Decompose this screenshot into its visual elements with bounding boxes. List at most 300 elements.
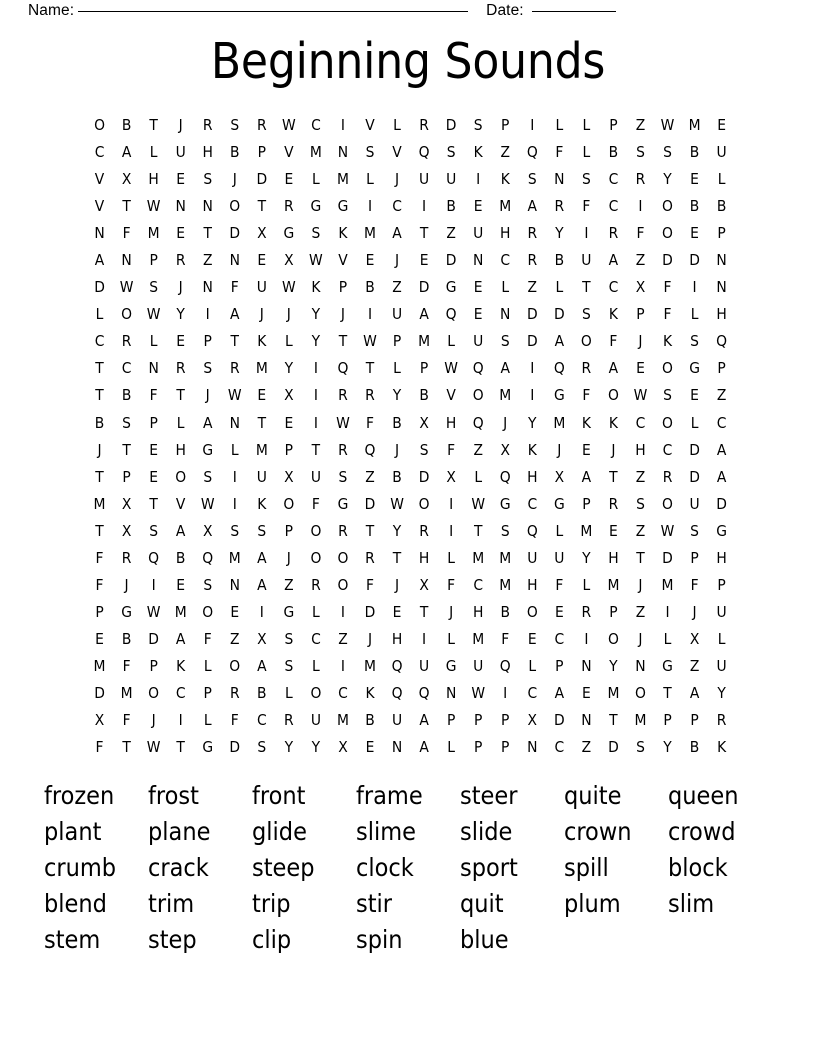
- grid-cell[interactable]: Q: [445, 305, 457, 324]
- grid-cell[interactable]: E: [284, 170, 294, 189]
- grid-cell[interactable]: W: [660, 521, 675, 540]
- grid-cell[interactable]: F: [122, 224, 131, 243]
- grid-cell[interactable]: C: [392, 197, 402, 216]
- grid-cell[interactable]: I: [584, 629, 589, 648]
- word-list-item[interactable]: plant: [44, 817, 102, 846]
- grid-cell[interactable]: O: [202, 602, 214, 621]
- grid-cell[interactable]: B: [554, 251, 565, 270]
- grid-cell[interactable]: C: [311, 116, 321, 134]
- grid-cell[interactable]: I: [422, 629, 427, 648]
- word-list-item[interactable]: frost: [148, 781, 199, 810]
- grid-cell[interactable]: P: [284, 521, 294, 540]
- grid-cell[interactable]: Q: [472, 359, 484, 378]
- grid-cell[interactable]: L: [501, 278, 510, 297]
- word-list-item[interactable]: spin: [356, 925, 403, 954]
- grid-cell[interactable]: S: [419, 440, 429, 459]
- grid-cell[interactable]: Z: [500, 143, 510, 162]
- grid-cell[interactable]: H: [391, 629, 403, 648]
- grid-cell[interactable]: E: [581, 440, 591, 459]
- word-list-item[interactable]: slide: [460, 817, 513, 846]
- grid-cell[interactable]: E: [636, 359, 645, 378]
- grid-cell[interactable]: D: [364, 494, 376, 513]
- grid-cell[interactable]: S: [338, 467, 348, 486]
- grid-cell[interactable]: A: [608, 251, 619, 270]
- grid-cell[interactable]: B: [175, 548, 186, 567]
- grid-cell[interactable]: P: [636, 305, 645, 324]
- grid-cell[interactable]: T: [365, 359, 375, 378]
- grid-cell[interactable]: R: [554, 197, 565, 216]
- grid-cell[interactable]: T: [176, 738, 185, 757]
- grid-cell[interactable]: P: [203, 332, 212, 351]
- grid-cell[interactable]: S: [203, 467, 213, 486]
- grid-cell[interactable]: E: [230, 602, 240, 621]
- grid-cell[interactable]: F: [203, 629, 212, 648]
- grid-cell[interactable]: C: [635, 413, 646, 432]
- grid-cell[interactable]: L: [284, 332, 293, 351]
- grid-cell[interactable]: V: [446, 386, 456, 405]
- grid-cell[interactable]: L: [312, 602, 320, 621]
- grid-cell[interactable]: H: [500, 224, 511, 243]
- grid-cell[interactable]: J: [205, 386, 210, 405]
- grid-cell[interactable]: I: [422, 197, 427, 216]
- grid-cell[interactable]: C: [121, 359, 132, 378]
- grid-cell[interactable]: N: [202, 197, 213, 216]
- grid-cell[interactable]: M: [634, 711, 647, 730]
- grid-cell[interactable]: C: [527, 683, 538, 702]
- grid-cell[interactable]: Y: [528, 413, 537, 432]
- grid-cell[interactable]: N: [229, 413, 240, 432]
- grid-cell[interactable]: S: [122, 413, 131, 432]
- grid-cell[interactable]: C: [175, 683, 186, 702]
- grid-cell[interactable]: W: [336, 413, 350, 432]
- grid-cell[interactable]: K: [473, 143, 483, 162]
- grid-cell[interactable]: A: [175, 521, 186, 540]
- grid-cell[interactable]: S: [284, 629, 294, 648]
- grid-cell[interactable]: U: [256, 278, 267, 297]
- grid-cell[interactable]: F: [609, 332, 618, 351]
- grid-cell[interactable]: E: [365, 251, 375, 270]
- grid-cell[interactable]: F: [501, 629, 510, 648]
- grid-cell[interactable]: W: [200, 494, 215, 513]
- grid-cell[interactable]: A: [230, 305, 240, 324]
- grid-cell[interactable]: M: [255, 359, 268, 378]
- grid-cell[interactable]: N: [716, 251, 727, 270]
- grid-cell[interactable]: A: [175, 629, 186, 648]
- grid-cell[interactable]: E: [176, 332, 186, 351]
- grid-cell[interactable]: C: [473, 575, 484, 594]
- grid-cell[interactable]: H: [148, 170, 159, 189]
- grid-cell[interactable]: U: [310, 711, 321, 730]
- grid-cell[interactable]: T: [609, 711, 618, 730]
- grid-cell[interactable]: T: [176, 386, 185, 405]
- grid-cell[interactable]: I: [340, 656, 345, 675]
- date-input-line[interactable]: [532, 11, 616, 12]
- grid-cell[interactable]: R: [284, 197, 294, 216]
- grid-cell[interactable]: A: [716, 440, 727, 459]
- grid-cell[interactable]: H: [527, 467, 538, 486]
- grid-cell[interactable]: Q: [716, 332, 728, 351]
- grid-cell[interactable]: O: [418, 494, 430, 513]
- word-list-item[interactable]: frozen: [44, 781, 115, 810]
- grid-cell[interactable]: B: [689, 143, 700, 162]
- word-list-item[interactable]: steep: [252, 853, 315, 882]
- word-list-item[interactable]: blend: [44, 889, 107, 918]
- grid-cell[interactable]: X: [121, 521, 132, 540]
- grid-cell[interactable]: Z: [473, 440, 483, 459]
- grid-cell[interactable]: T: [95, 386, 104, 405]
- grid-cell[interactable]: C: [608, 170, 619, 189]
- grid-cell[interactable]: N: [121, 251, 132, 270]
- grid-cell[interactable]: W: [363, 332, 377, 351]
- grid-cell[interactable]: P: [501, 711, 510, 730]
- grid-cell[interactable]: R: [419, 116, 429, 134]
- grid-cell[interactable]: M: [472, 629, 485, 648]
- grid-cell[interactable]: E: [609, 521, 618, 540]
- grid-cell[interactable]: G: [310, 197, 322, 216]
- grid-cell[interactable]: Y: [311, 738, 321, 757]
- word-list-item[interactable]: sport: [460, 853, 518, 882]
- grid-cell[interactable]: K: [581, 413, 591, 432]
- word-list-item[interactable]: steer: [460, 781, 518, 810]
- grid-cell[interactable]: H: [635, 440, 646, 459]
- grid-cell[interactable]: O: [310, 548, 322, 567]
- grid-cell[interactable]: N: [337, 143, 349, 162]
- word-list-item[interactable]: step: [148, 925, 197, 954]
- grid-cell[interactable]: Z: [581, 738, 592, 757]
- grid-cell[interactable]: O: [662, 224, 673, 243]
- grid-cell[interactable]: B: [446, 197, 456, 216]
- grid-cell[interactable]: K: [662, 332, 673, 351]
- grid-cell[interactable]: X: [121, 170, 132, 189]
- grid-cell[interactable]: X: [338, 738, 348, 757]
- grid-cell[interactable]: D: [445, 251, 457, 270]
- word-list-item[interactable]: plane: [148, 817, 211, 846]
- grid-cell[interactable]: P: [555, 656, 564, 675]
- grid-cell[interactable]: J: [557, 440, 562, 459]
- grid-cell[interactable]: U: [689, 494, 700, 513]
- grid-cell[interactable]: T: [95, 359, 104, 378]
- grid-cell[interactable]: R: [175, 359, 186, 378]
- grid-cell[interactable]: F: [555, 575, 564, 594]
- grid-cell[interactable]: R: [121, 332, 132, 351]
- grid-cell[interactable]: K: [717, 738, 727, 757]
- grid-cell[interactable]: J: [367, 629, 373, 648]
- grid-cell[interactable]: H: [418, 548, 430, 567]
- grid-cell[interactable]: S: [230, 521, 240, 540]
- grid-cell[interactable]: P: [338, 278, 348, 297]
- grid-cell[interactable]: A: [500, 359, 510, 378]
- grid-cell[interactable]: P: [501, 116, 510, 134]
- grid-cell[interactable]: P: [609, 116, 618, 134]
- grid-cell[interactable]: L: [312, 170, 320, 189]
- grid-cell[interactable]: R: [365, 386, 375, 405]
- grid-cell[interactable]: N: [229, 575, 240, 594]
- grid-cell[interactable]: I: [205, 305, 210, 324]
- grid-cell[interactable]: R: [581, 602, 592, 621]
- grid-cell[interactable]: L: [582, 575, 591, 594]
- word-list-item[interactable]: quite: [564, 781, 622, 810]
- grid-cell[interactable]: U: [391, 305, 403, 324]
- grid-cell[interactable]: R: [202, 116, 213, 134]
- grid-cell[interactable]: T: [419, 602, 429, 621]
- grid-cell[interactable]: R: [527, 251, 538, 270]
- grid-cell[interactable]: Q: [553, 359, 565, 378]
- grid-cell[interactable]: B: [716, 197, 727, 216]
- grid-cell[interactable]: I: [530, 359, 535, 378]
- grid-cell[interactable]: G: [445, 656, 457, 675]
- grid-cell[interactable]: F: [122, 711, 131, 730]
- grid-cell[interactable]: I: [232, 467, 237, 486]
- grid-cell[interactable]: F: [122, 656, 131, 675]
- grid-cell[interactable]: A: [419, 711, 429, 730]
- grid-cell[interactable]: W: [471, 683, 486, 702]
- grid-cell[interactable]: R: [365, 548, 375, 567]
- grid-cell[interactable]: D: [418, 467, 430, 486]
- grid-cell[interactable]: P: [203, 683, 212, 702]
- grid-cell[interactable]: Q: [364, 440, 376, 459]
- grid-cell[interactable]: M: [499, 575, 512, 594]
- grid-cell[interactable]: N: [445, 683, 457, 702]
- grid-cell[interactable]: E: [473, 278, 483, 297]
- grid-cell[interactable]: T: [257, 197, 267, 216]
- word-list-item[interactable]: plum: [564, 889, 621, 918]
- grid-cell[interactable]: Y: [392, 386, 402, 405]
- grid-cell[interactable]: Z: [689, 656, 700, 675]
- grid-cell[interactable]: U: [473, 332, 484, 351]
- grid-cell[interactable]: U: [527, 548, 538, 567]
- grid-cell[interactable]: T: [392, 548, 402, 567]
- grid-cell[interactable]: U: [716, 656, 727, 675]
- grid-cell[interactable]: G: [202, 440, 214, 459]
- grid-cell[interactable]: O: [229, 197, 241, 216]
- grid-cell[interactable]: R: [581, 359, 592, 378]
- grid-cell[interactable]: Z: [635, 116, 646, 134]
- grid-cell[interactable]: O: [472, 386, 484, 405]
- grid-cell[interactable]: Y: [663, 738, 672, 757]
- grid-cell[interactable]: Z: [446, 224, 456, 243]
- grid-cell[interactable]: I: [313, 386, 318, 405]
- grid-cell[interactable]: J: [97, 440, 102, 459]
- grid-cell[interactable]: S: [149, 278, 159, 297]
- word-list-item[interactable]: front: [252, 781, 306, 810]
- grid-cell[interactable]: O: [526, 602, 538, 621]
- grid-cell[interactable]: C: [608, 278, 619, 297]
- grid-cell[interactable]: M: [499, 197, 512, 216]
- grid-cell[interactable]: K: [500, 170, 510, 189]
- grid-cell[interactable]: J: [286, 305, 291, 324]
- grid-cell[interactable]: C: [662, 440, 673, 459]
- grid-cell[interactable]: T: [311, 440, 321, 459]
- grid-cell[interactable]: F: [690, 575, 699, 594]
- grid-cell[interactable]: A: [392, 224, 402, 243]
- grid-cell[interactable]: D: [526, 332, 538, 351]
- grid-cell[interactable]: T: [609, 467, 618, 486]
- grid-cell[interactable]: L: [447, 548, 455, 567]
- grid-cell[interactable]: L: [582, 143, 591, 162]
- grid-cell[interactable]: X: [635, 278, 646, 297]
- grid-cell[interactable]: K: [608, 305, 618, 324]
- grid-cell[interactable]: P: [609, 602, 618, 621]
- grid-cell[interactable]: M: [364, 656, 376, 675]
- grid-cell[interactable]: E: [554, 602, 564, 621]
- grid-cell[interactable]: B: [121, 116, 132, 134]
- grid-cell[interactable]: C: [338, 683, 348, 702]
- grid-cell[interactable]: S: [663, 143, 672, 162]
- grid-cell[interactable]: E: [581, 683, 591, 702]
- grid-cell[interactable]: M: [174, 602, 187, 621]
- grid-cell[interactable]: T: [122, 440, 131, 459]
- grid-cell[interactable]: S: [690, 521, 699, 540]
- grid-cell[interactable]: S: [203, 359, 213, 378]
- grid-cell[interactable]: O: [148, 683, 160, 702]
- grid-cell[interactable]: X: [202, 521, 213, 540]
- grid-cell[interactable]: L: [203, 711, 212, 730]
- grid-cell[interactable]: X: [419, 575, 429, 594]
- grid-cell[interactable]: D: [364, 602, 376, 621]
- grid-cell[interactable]: L: [582, 116, 591, 134]
- grid-cell[interactable]: W: [309, 251, 323, 270]
- grid-cell[interactable]: S: [581, 170, 591, 189]
- grid-cell[interactable]: E: [473, 197, 483, 216]
- word-list-item[interactable]: slime: [356, 817, 416, 846]
- grid-cell[interactable]: E: [257, 251, 267, 270]
- word-list-item[interactable]: glide: [252, 817, 307, 846]
- grid-cell[interactable]: I: [503, 683, 508, 702]
- grid-cell[interactable]: D: [526, 305, 538, 324]
- grid-cell[interactable]: W: [282, 116, 296, 134]
- grid-cell[interactable]: E: [176, 224, 186, 243]
- grid-cell[interactable]: B: [257, 683, 267, 702]
- grid-cell[interactable]: Z: [338, 629, 348, 648]
- grid-cell[interactable]: Y: [555, 224, 564, 243]
- grid-cell[interactable]: K: [608, 413, 618, 432]
- grid-cell[interactable]: M: [418, 332, 431, 351]
- grid-cell[interactable]: A: [554, 683, 565, 702]
- grid-cell[interactable]: D: [716, 494, 727, 513]
- grid-cell[interactable]: R: [662, 467, 673, 486]
- grid-cell[interactable]: U: [175, 143, 186, 162]
- grid-cell[interactable]: P: [284, 440, 294, 459]
- grid-cell[interactable]: X: [257, 629, 267, 648]
- grid-cell[interactable]: F: [447, 575, 456, 594]
- grid-cell[interactable]: Q: [526, 143, 538, 162]
- grid-cell[interactable]: L: [663, 629, 672, 648]
- grid-cell[interactable]: W: [146, 305, 161, 324]
- grid-cell[interactable]: O: [229, 656, 241, 675]
- word-search-grid[interactable]: [86, 112, 734, 761]
- grid-cell[interactable]: W: [633, 386, 648, 405]
- grid-cell[interactable]: O: [175, 467, 187, 486]
- grid-cell[interactable]: R: [716, 711, 727, 730]
- grid-cell[interactable]: E: [284, 413, 294, 432]
- grid-cell[interactable]: M: [607, 575, 620, 594]
- grid-cell[interactable]: K: [311, 278, 321, 297]
- grid-cell[interactable]: S: [284, 656, 294, 675]
- grid-cell[interactable]: S: [203, 575, 213, 594]
- grid-cell[interactable]: G: [553, 386, 565, 405]
- grid-cell[interactable]: O: [635, 683, 646, 702]
- grid-cell[interactable]: U: [391, 711, 403, 730]
- grid-cell[interactable]: J: [394, 251, 400, 270]
- word-list-item[interactable]: spill: [564, 853, 609, 882]
- grid-cell[interactable]: S: [473, 116, 483, 134]
- grid-cell[interactable]: E: [176, 170, 186, 189]
- grid-cell[interactable]: J: [124, 575, 129, 594]
- grid-cell[interactable]: X: [689, 629, 700, 648]
- grid-cell[interactable]: M: [607, 683, 620, 702]
- word-list-item[interactable]: clock: [356, 853, 414, 882]
- grid-cell[interactable]: R: [527, 224, 538, 243]
- grid-cell[interactable]: M: [580, 521, 593, 540]
- grid-cell[interactable]: A: [419, 738, 429, 757]
- grid-cell[interactable]: V: [94, 170, 105, 189]
- grid-cell[interactable]: G: [202, 738, 214, 757]
- grid-cell[interactable]: A: [94, 251, 105, 270]
- grid-cell[interactable]: N: [716, 278, 727, 297]
- grid-cell[interactable]: S: [581, 305, 591, 324]
- grid-cell[interactable]: W: [146, 197, 161, 216]
- grid-cell[interactable]: M: [147, 224, 160, 243]
- grid-cell[interactable]: X: [419, 413, 429, 432]
- grid-cell[interactable]: D: [662, 548, 673, 567]
- grid-cell[interactable]: N: [527, 738, 538, 757]
- grid-cell[interactable]: M: [553, 413, 566, 432]
- grid-cell[interactable]: G: [553, 494, 565, 513]
- grid-cell[interactable]: L: [555, 521, 564, 540]
- grid-cell[interactable]: B: [419, 386, 429, 405]
- grid-cell[interactable]: I: [449, 521, 454, 540]
- grid-cell[interactable]: L: [393, 359, 401, 378]
- grid-cell[interactable]: P: [149, 656, 158, 675]
- grid-cell[interactable]: G: [283, 602, 295, 621]
- grid-cell[interactable]: P: [663, 711, 672, 730]
- grid-cell[interactable]: G: [445, 278, 457, 297]
- word-list-item[interactable]: trip: [252, 889, 291, 918]
- grid-cell[interactable]: I: [449, 494, 454, 513]
- grid-cell[interactable]: N: [473, 251, 484, 270]
- grid-cell[interactable]: L: [447, 629, 455, 648]
- grid-cell[interactable]: T: [365, 521, 375, 540]
- grid-cell[interactable]: R: [256, 116, 267, 134]
- grid-cell[interactable]: J: [259, 305, 264, 324]
- grid-cell[interactable]: S: [636, 494, 645, 513]
- grid-cell[interactable]: Y: [176, 305, 185, 324]
- grid-cell[interactable]: D: [418, 278, 430, 297]
- word-list-item[interactable]: blue: [460, 925, 509, 954]
- grid-cell[interactable]: R: [338, 386, 348, 405]
- grid-cell[interactable]: H: [527, 575, 538, 594]
- grid-cell[interactable]: R: [175, 251, 186, 270]
- grid-cell[interactable]: J: [449, 602, 454, 621]
- grid-cell[interactable]: L: [230, 440, 239, 459]
- grid-cell[interactable]: Q: [202, 548, 214, 567]
- grid-cell[interactable]: R: [121, 548, 132, 567]
- grid-cell[interactable]: H: [608, 548, 619, 567]
- grid-cell[interactable]: A: [121, 143, 132, 162]
- grid-cell[interactable]: Q: [526, 521, 538, 540]
- grid-cell[interactable]: C: [527, 494, 538, 513]
- grid-cell[interactable]: R: [284, 711, 294, 730]
- grid-cell[interactable]: Y: [582, 548, 591, 567]
- grid-cell[interactable]: N: [94, 224, 105, 243]
- grid-cell[interactable]: D: [445, 116, 457, 134]
- grid-cell[interactable]: L: [366, 170, 374, 189]
- grid-cell[interactable]: I: [530, 386, 535, 405]
- grid-cell[interactable]: E: [419, 251, 429, 270]
- grid-cell[interactable]: J: [286, 548, 291, 567]
- grid-cell[interactable]: P: [474, 738, 483, 757]
- grid-cell[interactable]: B: [392, 413, 402, 432]
